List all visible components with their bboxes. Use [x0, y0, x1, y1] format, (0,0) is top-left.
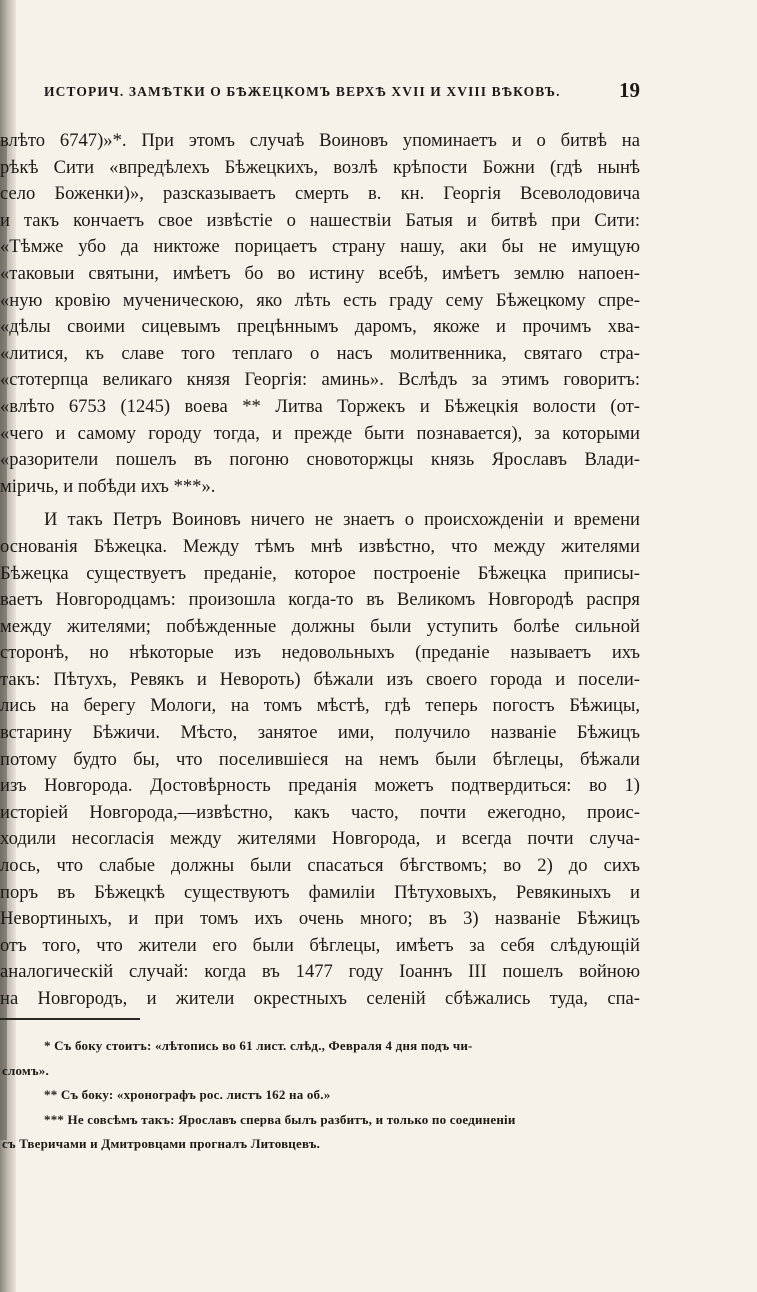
text-line: изъ Новгорода. Достовѣрность преданія можетъ подтвердиться: во 1)	[0, 775, 640, 797]
footnote-line: сломъ».	[2, 1062, 49, 1078]
text-line: потому будто бы, что поселившіеся на немъ были бѣглецы, бѣжали	[0, 748, 640, 770]
text-line: «чего и самому городу тогда, и прежде быти познавается), за которыми	[0, 422, 640, 444]
text-line: «литися, къ славе того теплаго о насъ молитвенника, святаго стра-	[0, 342, 640, 364]
text-line: сторонѣ, но нѣкоторые изъ недовольныхъ (преданіе называетъ ихъ	[0, 642, 640, 664]
footnote-line: *** Не совсѣмъ такъ: Ярославъ сперва былъ разбитъ, и только по соединеніи	[44, 1111, 516, 1127]
text-line: «дѣлы своими сицевымъ прецѣннымъ даромъ, якоже и прочимъ хва-	[0, 316, 640, 338]
text-line: лось, что слабые должны были спасаться бѣгствомъ; во 2) до сихъ	[0, 855, 640, 877]
footnote-line: * Съ боку стоитъ: «лѣтопись во 61 лист. слѣд., Февраля 4 дня подъ чи-	[44, 1038, 473, 1053]
text-line: Бѣжецка существуетъ преданіе, которое построеніе Бѣжецка приписы-	[0, 562, 640, 584]
text-line: «влѣто 6753 (1245) воева ** Литва Торжекъ и Бѣжецкія волости (от-	[0, 395, 640, 417]
text-line: такъ: Пѣтухъ, Ревякъ и Невороть) бѣжали изъ своего города и посели-	[0, 668, 640, 690]
text-line: «Тѣмже убо да никтоже порицаетъ страну нашу, аки бы не имущую	[0, 236, 640, 258]
text-line: «разорители пошелъ въ погоню сновоторжцы князь Ярославъ Влади-	[0, 449, 640, 471]
text-line: между жителями; побѣжденные должны были уступить болѣе сильной	[0, 615, 640, 637]
text-line: встарину Бѣжичи. Мѣсто, занятое ими, получило названіе Бѣжицъ	[0, 722, 640, 744]
footnote-line: съ Тверичами и Дмитровцами прогналъ Литовцевъ.	[2, 1136, 321, 1151]
text-line: ходили несогласія между жителями Новгорода, и всегда почти случа-	[0, 828, 640, 850]
text-line: «таковыи святыни, имѣетъ бо во истину всебѣ, имѣетъ землю напоен-	[0, 262, 640, 284]
text-line: ваетъ Новгородцамъ: произошла когда-то въ Великомъ Новгородѣ распря	[0, 589, 640, 611]
text-line: на Новгородъ, и жители окрестныхъ селеній сбѣжались туда, спа-	[0, 988, 640, 1009]
footnote-line: ** Съ боку: «хронографъ рос. листъ 162 на об.»	[44, 1087, 331, 1102]
footnote-divider	[0, 1018, 140, 1020]
text-line: лись на берегу Мологи, на томъ мѣстѣ, гдѣ теперь погостъ Бѣжицы,	[0, 695, 640, 717]
main-text	[0, 128, 640, 1013]
text-line: мiричь, и побѣди ихъ ***».	[0, 475, 216, 497]
text-line: рѣкѣ Сити «впредѣлехъ Бѣжецкихъ, возлѣ крѣпости Божни (гдѣ нынѣ	[0, 156, 640, 178]
text-line: и такъ кончаетъ свое извѣстіе о нашествіи Батыя и битвѣ при Сити:	[0, 209, 640, 231]
text-line: И такъ Петръ Воиновъ ничего не знаетъ о происхожденіи и времени	[44, 509, 640, 531]
text-line: аналогическій случай: когда въ 1477 году Іоаннъ III пошелъ войною	[0, 961, 640, 983]
text-line: отъ того, что жители его были бѣглецы, имѣетъ за себя слѣдующій	[0, 934, 640, 956]
text-line: влѣто 6747)»*. При этомъ случаѣ Воиновъ упоминаетъ и о битвѣ на	[0, 130, 640, 151]
text-line: «ную кровію мученическою, яко лѣть есть граду сему Бѣжецкому спре-	[0, 289, 640, 311]
text-line: Невортиныхъ, и при томъ ихъ очень много; въ 3) названіе Бѣжицъ	[0, 908, 640, 930]
text-line: исторіей Новгорода,—извѣстно, какъ часто, почти ежегодно, проис-	[0, 801, 640, 823]
text-line: село Боженки)», разсказываетъ смерть в. кн. Георгія Всеволодовича	[0, 183, 640, 205]
page-header	[44, 78, 644, 104]
running-head: ИСТОРИЧ. ЗАМѢТКИ О БѢЖЕЦКОМЪ ВЕРХѢ XVII И XVIII ВѢКОВЪ.	[44, 84, 561, 99]
text-line: поръ въ Бѣжецкѣ существуютъ фамиліи Пѣтуховыхъ, Ревякиныхъ и	[0, 881, 640, 903]
page-number: 19	[619, 78, 640, 102]
footnotes	[0, 1034, 640, 1157]
text-line: основанія Бѣжецка. Между тѣмъ мнѣ извѣстно, что между жителями	[0, 535, 640, 557]
text-line: «стотерпца великаго князя Георгія: аминь». Вслѣдъ за этимъ говоритъ:	[0, 369, 640, 391]
